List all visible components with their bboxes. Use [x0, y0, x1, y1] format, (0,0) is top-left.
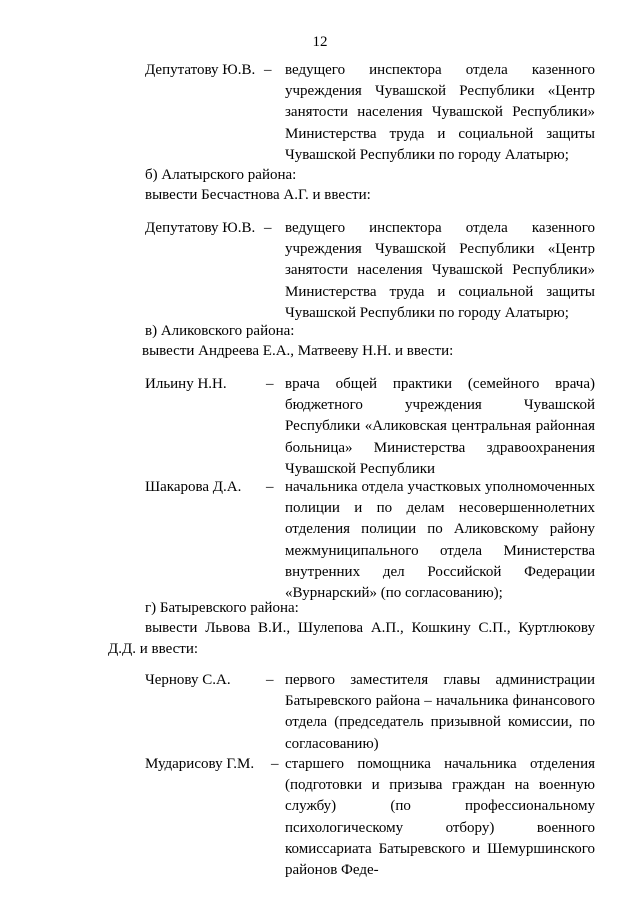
section-heading: в) Аликовского района: [145, 323, 295, 339]
position-description: первого заместителя главы администрации Батыревского района – начальника финансового отдела (председатель призывной комиссии, по согласованию) [285, 672, 595, 752]
list-entry [145, 477, 595, 604]
list-entry [145, 670, 595, 755]
list-entry [145, 754, 595, 881]
list-entry [145, 374, 595, 480]
section-instruction: вывести Львова В.И., Шулепова А.П., Кошкину С.П., Куртлюкову Д.Д. и ввести: [108, 620, 595, 658]
section-heading: г) Батыревского района: [145, 600, 299, 616]
person-name: Чернову С.А. [145, 672, 231, 688]
list-entry [145, 60, 595, 166]
entry-dash: – [264, 62, 272, 78]
list-entry [145, 218, 595, 324]
entry-dash: – [264, 220, 272, 236]
entry-dash: – [266, 479, 274, 495]
position-description: старшего помощника начальника отделения (подготовки и призыва граждан на военную службу) (по профессиональному психологическому отбору) военного комиссариата Батыревского и Шемуршинского районов Феде- [285, 756, 595, 879]
section-instruction: вывести Бесчастнова А.Г. и ввести: [145, 187, 371, 203]
person-name: Шакарова Д.А. [145, 479, 242, 495]
entry-dash: – [266, 376, 274, 392]
person-name: Мударисову Г.М. [145, 756, 255, 772]
position-description: начальника отдела участковых уполномоченных полиции и по делам несовершеннолетних отделения полиции по Аликовскому району межмуниципального отдела Министерства внутренних дел Российской Федерации «Вурнарский» (по согласованию); [285, 479, 595, 602]
section-instruction: вывести Андреева Е.А., Матвееву Н.Н. и ввести: [142, 343, 454, 359]
person-name: Депутатову Ю.В. [145, 62, 256, 78]
person-name: Ильину Н.Н. [145, 376, 227, 392]
entry-dash: – [266, 672, 274, 688]
entry-dash: – [271, 756, 279, 772]
page-number: 12 [312, 34, 328, 50]
position-description: ведущего инспектора отдела казенного учреждения Чувашской Республики «Центр занятости населения Чувашской Республики» Министерства труда и социальной защиты Чувашской Республики по городу Алатырю; [285, 62, 595, 163]
position-description: врача общей практики (семейного врача) бюджетного учреждения Чувашской Республики «Аликовская центральная районная больница» Министерства здравоохранения Чувашской Республики [285, 376, 595, 477]
person-name: Депутатову Ю.В. [145, 220, 256, 236]
position-description: ведущего инспектора отдела казенного учреждения Чувашской Республики «Центр занятости населения Чувашской Республики» Министерства труда и социальной защиты Чувашской Республики по городу Алатырю; [285, 220, 595, 321]
section-heading: б) Алатырского района: [145, 167, 297, 183]
